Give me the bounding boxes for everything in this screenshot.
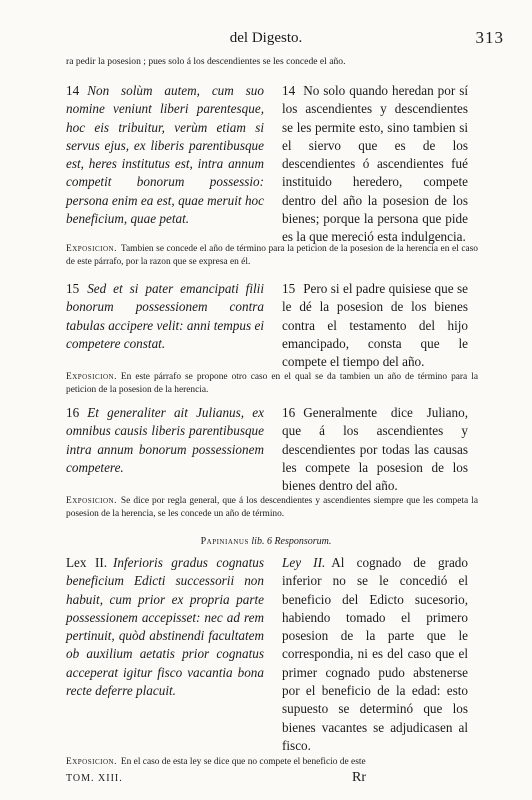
spanish-text-16: Generalmente dice Juliano, que á los ascendientes y descendientes por todas las causas les compete la posesion de los bienes dentro del año. — [282, 405, 468, 494]
exposition-14 — [66, 243, 478, 268]
running-header-title: del Digesto. — [229, 30, 303, 46]
gathering-signature: Rr — [352, 770, 366, 785]
latin-text-15: Sed et si pater emancipati filii bonorum possessionem contra tabulas accipere velit: anni tempus ei competere constat. — [66, 281, 264, 351]
source-citation — [0, 536, 532, 547]
source-book: lib. 6 Responsorum. — [251, 536, 332, 547]
latin-number-15: 15 — [66, 281, 80, 296]
spanish-law-text: Al cognado de grado inferior no se le concedió el beneficio del Edicto sucesorio, habiendo tomado el primero posesion de la parte que le correspondia, ni es del caso que el primer cognado pudo abstenerse por el beneficio de la edad: esto supuesto se determinó que los bienes vacantes se adjudicasen al fisco. — [282, 555, 468, 753]
volume-signature: TOM. XIII. — [66, 773, 123, 784]
spanish-paragraph-16 — [282, 404, 468, 495]
spanish-number-16: 16 — [282, 405, 296, 420]
spanish-number-14: 14 — [282, 83, 296, 98]
carryover-line: ra pedir la posesion ; pues solo á los descendientes se les concede el año. — [66, 56, 346, 67]
exposition-law — [66, 756, 478, 769]
exposition-text: Se dice por regla general, que á los descendientes y ascendientes siempre que les competa la posesion de la herencia, se les concede un año de término. — [66, 496, 478, 519]
spanish-paragraph-15 — [282, 280, 468, 371]
exposition-text: En el caso de esta ley se dice que no compete el beneficio de este — [120, 757, 366, 767]
latin-text-14: Non solùm autem, cum suo nomine veniunt liberi parentesque, hoc eis tribuitur, verùm etiam si servus ejus, ex liberis parentibusque est, heres institutus est, intra annum competit bonorum possessio: persona enim ea est, quae meruit hoc beneficium, quae petat. — [66, 83, 264, 227]
spanish-paragraph-14 — [282, 82, 468, 247]
latin-law-paragraph — [66, 554, 264, 700]
latin-paragraph-15 — [66, 280, 264, 353]
latin-paragraph-14 — [66, 82, 264, 228]
latin-law-label: Lex II. — [66, 555, 108, 570]
exposition-label: Exposicion. — [66, 372, 117, 382]
latin-law-text: Inferioris gradus cognatus beneficium Edicti successorii non habuit, cum prior ex propria parte possessionem accepisset: nec ad rem pertinuit, quòd abstinendi facultatem ob auxilium aetatis prior cognatus acceperat igitur fisco vacantia bona recte deferre placuit. — [66, 555, 264, 699]
exposition-label: Exposicion. — [66, 757, 117, 767]
latin-text-16: Et generaliter ait Julianus, ex omnibus causis liberis parentibusque intra annum bonorum possessionem competere. — [66, 405, 264, 475]
exposition-text: Tambien se concede el año de término para la peticion de la posesion de la herencia en el caso de este párrafo, por la razon que se expresa en él. — [66, 244, 478, 267]
exposition-15 — [66, 371, 478, 396]
latin-paragraph-16 — [66, 404, 264, 477]
page-number: 313 — [475, 28, 504, 47]
exposition-label: Exposicion. — [66, 496, 117, 506]
latin-number-14: 14 — [66, 83, 80, 98]
exposition-text: En este párrafo se propone otro caso en el qual se da tambien un año de término para la peticion de la posesion de la herencia. — [66, 372, 478, 395]
spanish-number-15: 15 — [282, 281, 296, 296]
exposition-16 — [66, 495, 478, 520]
spanish-text-14: No solo quando heredan por sí los ascendientes y descendientes se les permite esto, sino tambien si el siervo que es de los descendientes ó ascendientes fué instituido heredero, compete dentro del año la posesion de los bienes; porque la persona que pide es la que mereció esta indulgencia. — [282, 83, 468, 245]
spanish-law-paragraph — [282, 554, 468, 755]
latin-number-16: 16 — [66, 405, 80, 420]
spanish-law-label: Ley II. — [282, 555, 326, 570]
spanish-text-15: Pero si el padre quisiese que se le dé la posesion de los bienes contra el testamento del hijo emancipado, consta que le compete el tiempo del año. — [282, 281, 468, 370]
source-author: Papinianus — [200, 536, 249, 547]
exposition-label: Exposicion. — [66, 244, 117, 254]
